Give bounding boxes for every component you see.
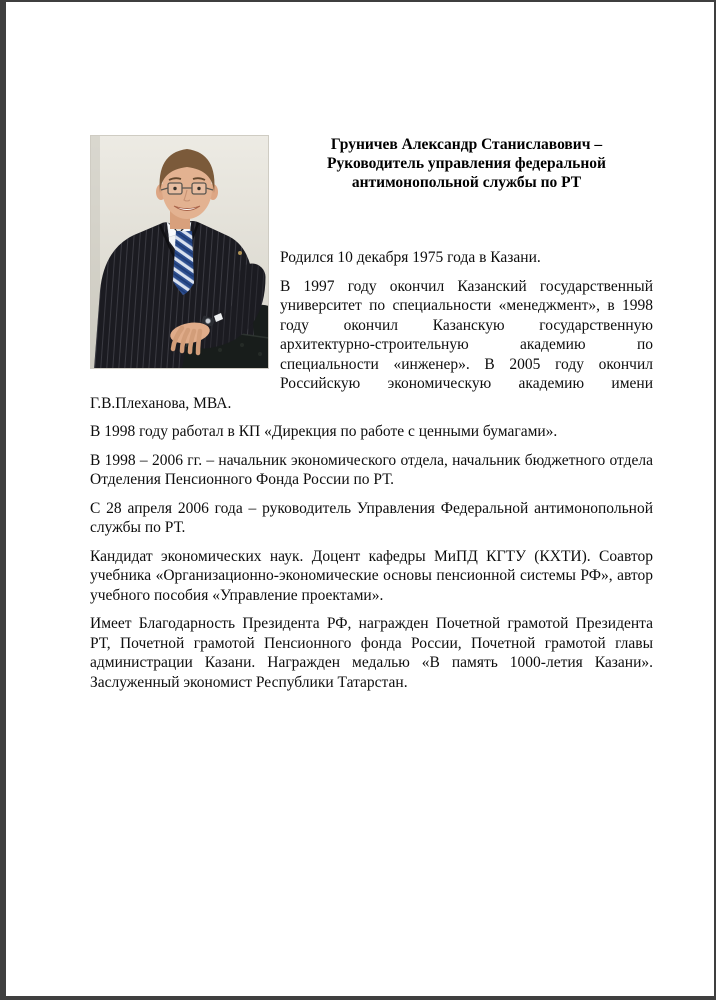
portrait-photo — [90, 135, 269, 369]
left-eye — [173, 187, 176, 190]
right-eye — [197, 187, 200, 190]
paragraph-academic: Кандидат экономических наук. Доцент кафедры МиПД КГТУ (КХТИ). Соавтор учебника «Организационно-экономические основы пенсионной системы РФ», автор учебного пособия «Управление проектами». — [90, 547, 653, 604]
portrait-photo-drawing — [90, 135, 269, 369]
title-line-3: антимонопольной службы по РТ — [351, 174, 582, 191]
paragraph-awards: Имеет Благодарность Президента РФ, награжден Почетной грамотой Президента РТ, Почетной грамотой Пенсионного фонда России, Почетной грамотой главы администрации Казани. Награжден медалью «В память 1000-летия Казани». Заслуженный экономист Республики Татарстан. — [90, 615, 653, 691]
paragraph-education: В 1997 году окончил Казанский государственный университет по специальности «менеджмент», в 1998 году окончил Казанскую государственную архитектурно-строительную академию по специальности «инженер». В 2005 году окончил Российскую экономическую академию имени Г.В.Плеханова, МВА. — [90, 277, 653, 412]
paragraph-first-job: В 1998 году работал в КП «Дирекция по работе с ценными бумагами». — [90, 423, 558, 440]
title-line-2: Руководитель управления федеральной — [327, 155, 606, 172]
document-content — [6, 2, 714, 692]
tie-stripes — [173, 231, 194, 295]
paragraph-birth: Родился 10 декабря 1975 года в Казани. — [280, 249, 541, 266]
document-page — [6, 2, 714, 996]
lapel-pin — [238, 251, 242, 255]
title-line-1: Груничев Александр Станиславович – — [330, 136, 603, 153]
paragraph-pension-fund: В 1998 – 2006 гг. – начальник экономического отдела, начальник бюджетного отдела Отделения Пенсионного Фонда России по РТ. — [90, 451, 653, 488]
paragraph-fas-appointment: С 28 апреля 2006 года – руководитель Управления Федеральной антимонопольной службы по РТ. — [90, 499, 653, 536]
